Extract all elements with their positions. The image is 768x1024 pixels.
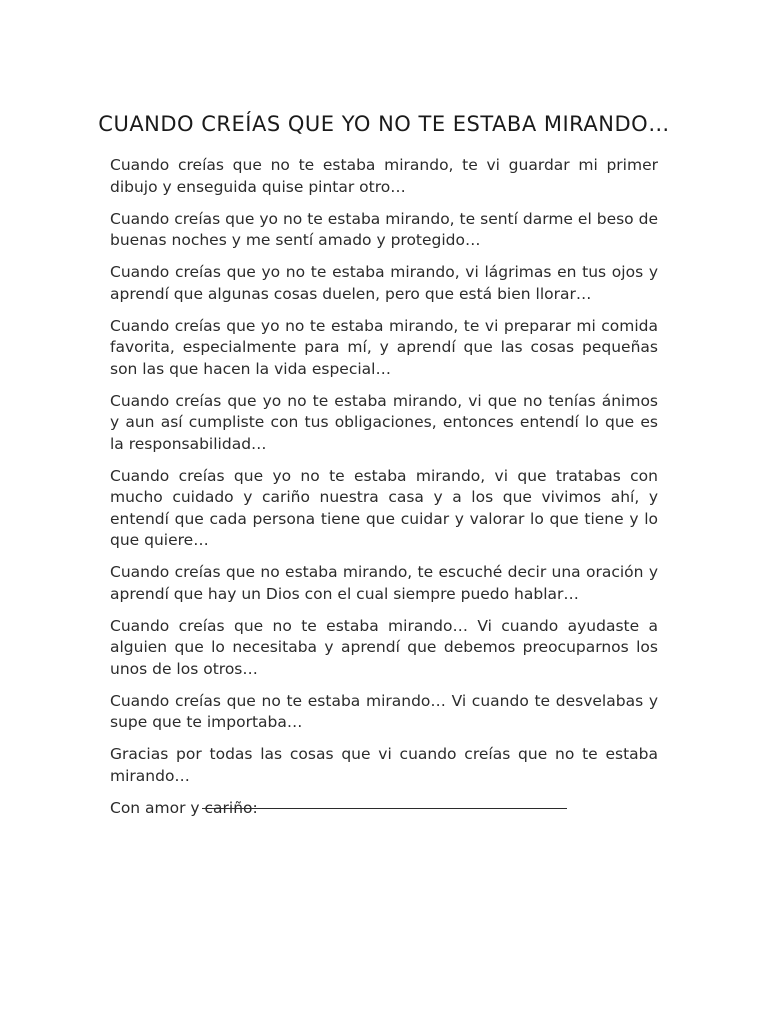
paragraph: Gracias por todas las cosas que vi cuando creías que no te estaba mirando…	[110, 745, 658, 785]
paragraph: Cuando creías que yo no te estaba mirando, vi que no tenías ánimos y aun así cumpliste con tus obligaciones, entonces entendí lo que es la responsabilidad…	[110, 391, 658, 453]
paragraph: Cuando creías que yo no te estaba mirando, te vi preparar mi comida favorita, especialmente para mí, y aprendí que las cosas pequeñas son las que hacen la vida especial…	[110, 316, 658, 378]
closing-line: Con amor y cariño:	[110, 798, 258, 817]
paragraph: Cuando creías que yo no te estaba mirando, vi que tratabas con mucho cuidado y cariño nuestra casa y a los que vivimos ahí, y entendí que cada persona tiene que cuidar y valorar lo que tiene y lo que quiere…	[110, 466, 658, 549]
paragraph: Cuando creías que yo no te estaba mirando, vi lágrimas en tus ojos y aprendí que algunas cosas duelen, pero que está bien llorar…	[110, 263, 658, 303]
paragraph: Cuando creías que no estaba mirando, te escuché decir una oración y aprendí que hay un Dios con el cual siempre puedo hablar…	[110, 563, 658, 603]
signature-line	[202, 808, 567, 809]
paragraph: Cuando creías que no te estaba mirando… Vi cuando ayudaste a alguien que lo necesitaba y aprendí que debemos preocuparnos los unos de los otros…	[110, 616, 658, 678]
document-body	[110, 155, 658, 830]
paragraph: Cuando creías que no te estaba mirando, te vi guardar mi primer dibujo y enseguida quise pintar otro…	[110, 156, 658, 196]
paragraph: Cuando creías que yo no te estaba mirando, te sentí darme el beso de buenas noches y me sentí amado y protegido…	[110, 209, 658, 249]
paragraph: Cuando creías que no te estaba mirando… Vi cuando te desvelabas y supe que te importaba…	[110, 691, 658, 731]
document-title: CUANDO CREÍAS QUE YO NO TE ESTABA MIRANDO…	[98, 112, 670, 136]
